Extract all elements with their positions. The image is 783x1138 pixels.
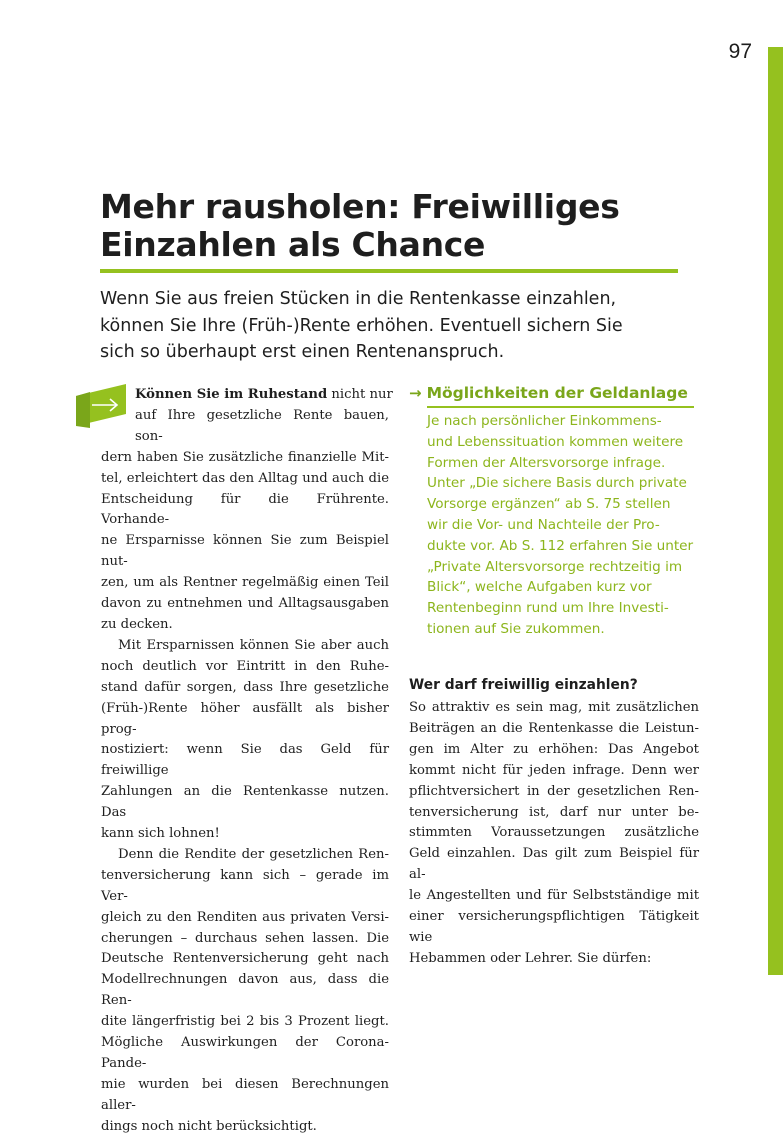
text-line: Entscheidung für die Frührente. Vorhande- [101,491,389,528]
text-line: kann sich lohnen! [101,826,220,842]
section-heading: Wer darf freiwillig einzahlen? [409,677,638,693]
text-line: stimmten Voraussetzungen zusätzliche [409,825,699,841]
text-line: davon zu entnehmen und Alltagsausgaben [101,596,389,612]
left-column [101,385,393,1138]
lead-line: Wenn Sie aus freien Stücken in die Rentenkasse einzahlen, [100,289,617,309]
text-line: pflichtversichert in der gesetzlichen Ren- [409,783,699,799]
text-line: Mit Ersparnissen können Sie aber auch [118,637,389,653]
tip-line: dukte vor. Ab S. 112 erfahren Sie unter [427,537,694,554]
text-line: nostiziert: wenn Sie das Geld für freiwillige [101,742,389,779]
text-line: ne Ersparnisse können Sie zum Beispiel nut- [101,533,389,570]
text-line: mie wurden bei diesen Berechnungen aller- [101,1076,389,1113]
text-line: tenversicherung ist, darf nur unter be- [409,804,699,820]
lead-line: sich so überhaupt erst einen Rentenanspruch. [100,342,505,362]
tip-box-title: Möglichkeiten der Geldanlage [426,384,688,402]
text-line: Hebammen oder Lehrer. Sie dürfen: [409,950,652,966]
title-line: Mehr rausholen: Freiwilliges [100,187,620,226]
title-line: Einzahlen als Chance [100,225,486,264]
text-line: dite längerfristig bei 2 bis 3 Prozent liegt. [101,1014,389,1030]
text-line: zu decken. [101,616,173,632]
text-line: gleich zu den Renditen aus privaten Versi- [101,909,389,925]
tip-line: „Private Altersvorsorge rechtzeitig im [427,558,683,575]
chapter-edge-bar [768,47,783,975]
arrow-right-icon: → [409,384,422,402]
tip-line: Blick“, welche Aufgaben kurz vor [427,579,652,596]
tip-line: Je nach persönlicher Einkommens- [427,413,662,429]
text-line: Mögliche Auswirkungen der Corona-Pande- [101,1035,389,1071]
text-line: Deutsche Rentenversicherung geht nach [101,951,389,967]
title-underline [100,269,678,273]
article-title [100,188,700,264]
text-line [101,385,393,406]
text-line: cherungen – durchaus sehen lassen. Die [101,930,389,946]
text-line: Modellrechnungen davon aus, dass die Ren- [101,972,389,1009]
text-line: einer versicherungspflichtigen Tätigkeit wie [409,909,699,945]
tip-line: Formen der Altersvorsorge infrage. [427,454,666,471]
lead-in-rest: nicht nur [327,387,393,402]
text-line: Denn die Rendite der gesetzlichen Ren- [118,846,389,862]
text-line: Geld einzahlen. Das gilt zum Beispiel für al- [409,846,699,883]
text-line: (Früh-)Rente höher ausfällt als bisher prog- [101,700,389,737]
text-line: dings noch nicht berücksichtigt. [101,1118,317,1134]
text-line: gen im Alter zu erhöhen: Das Angebot [409,741,699,757]
tip-line: wir die Vor- und Nachteile der Pro- [427,516,660,533]
tip-box-heading [409,384,709,402]
page-number: 97 [728,40,752,63]
tip-box-text [427,411,717,640]
right-column [409,698,699,970]
text-line: auf Ihre gesetzliche Rente bauen, son- [135,407,389,444]
text-line: tenversicherung kann sich – gerade im Ver- [101,867,389,904]
lead-line: können Sie Ihre (Früh-)Rente erhöhen. Eventuell sichern Sie [100,315,623,336]
tip-line: und Lebenssituation kommen weitere [427,433,684,450]
text-line: dern haben Sie zusätzliche finanzielle Mit- [101,449,389,465]
text-line: zen, um als Rentner regelmäßig einen Teil [101,575,389,591]
text-line: stand dafür sorgen, dass Ihre gesetzliche [101,679,389,695]
tip-line: Rentenbeginn rund um Ihre Investi- [427,600,669,617]
lead-in-bold: Können Sie im Ruhestand [135,387,328,402]
tip-line: tionen auf Sie zukommen. [427,620,605,637]
tip-box-underline [427,406,694,408]
text-line: tel, erleichtert das den Alltag und auch die [101,470,389,486]
text-line: Beiträgen an die Rentenkasse die Leistun- [409,720,699,736]
tip-line: Vorsorge ergänzen“ ab S. 75 stellen [427,496,671,513]
text-line: noch deutlich vor Eintritt in den Ruhe- [101,658,389,674]
text-line: kommt nicht für jeden infrage. Denn wer [409,762,699,778]
text-line: le Angestellten und für Selbstständige mit [409,888,699,904]
tip-line: Unter „Die sichere Basis durch private [427,475,687,492]
text-line: So attraktiv es sein mag, mit zusätzlichen [409,700,699,715]
text-line: Zahlungen an die Rentenkasse nutzen. Das [101,784,389,821]
lead-paragraph [100,286,660,366]
